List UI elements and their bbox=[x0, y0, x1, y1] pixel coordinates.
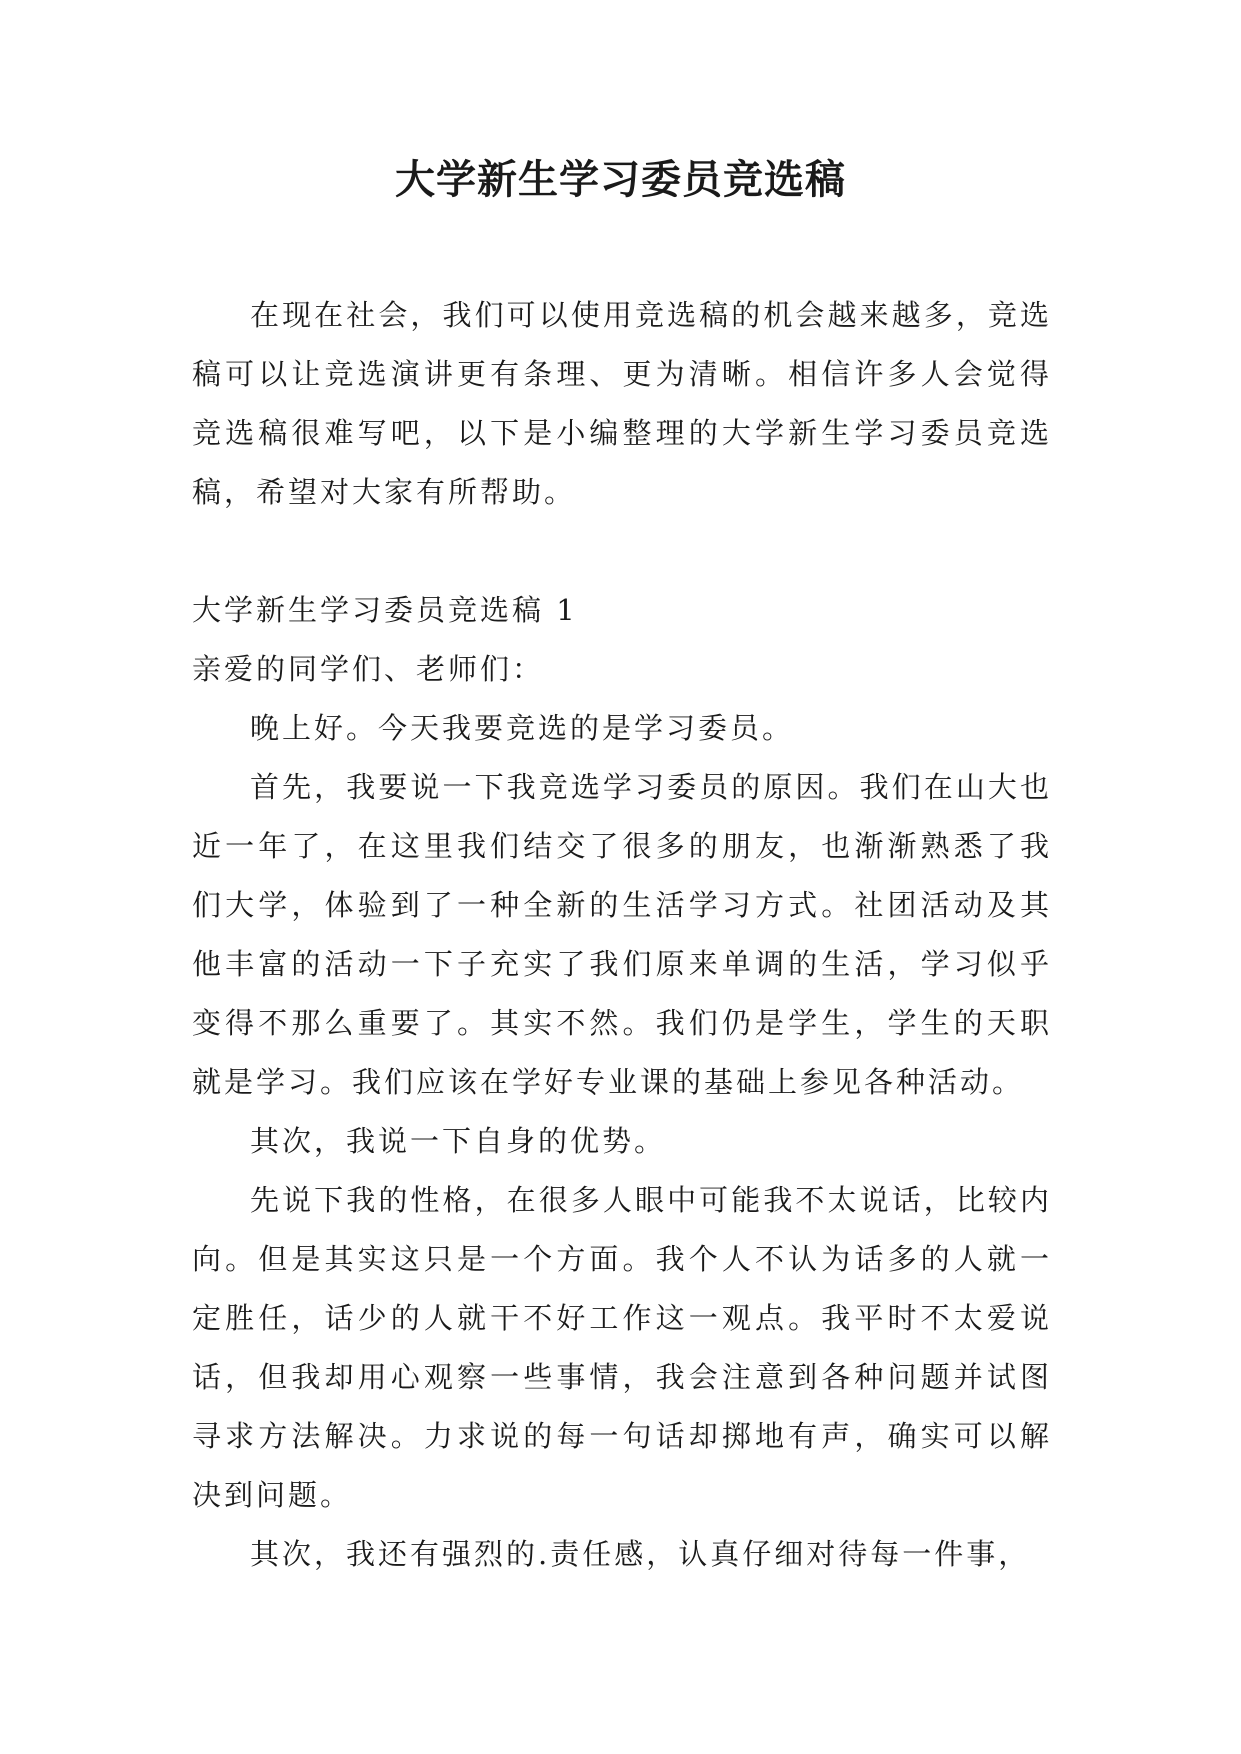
document-body bbox=[192, 286, 1052, 1584]
body-paragraph: 晚上好。今天我要竞选的是学习委员。 bbox=[250, 711, 795, 745]
intro-paragraph: 在现在社会，我们可以使用竞选稿的机会越来越多，竞选稿可以让竞选演讲更有条理、更为清晰。相信许多人会觉得竞选稿很难写吧，以下是小编整理的大学新生学习委员竞选稿，希望对大家有所帮助。 bbox=[192, 298, 1052, 509]
paragraph-gap bbox=[192, 522, 1052, 581]
body-paragraph: 先说下我的性格，在很多人眼中可能我不太说话，比较内向。但是其实这只是一个方面。我个人不认为话多的人就一定胜任，话少的人就干不好工作这一观点。我平时不太爱说话，但我却用心观察一些事情，我会注意到各种问题并试图寻求方法解决。力求说的每一句话却掷地有声，确实可以解决到问题。 bbox=[192, 1183, 1052, 1512]
body-paragraph: 其次，我说一下自身的优势。 bbox=[250, 1124, 667, 1158]
section-heading: 大学新生学习委员竞选稿 1 bbox=[192, 593, 578, 627]
document-title: 大学新生学习委员竞选稿 bbox=[395, 156, 846, 203]
body-paragraph: 首先，我要说一下我竞选学习委员的原因。我们在山大也近一年了，在这里我们结交了很多的朋友，也渐渐熟悉了我们大学，体验到了一种全新的生活学习方式。社团活动及其他丰富的活动一下子充实了我们原来单调的生活，学习似乎变得不那么重要了。其实不然。我们仍是学生，学生的天职就是学习。我们应该在学好专业课的基础上参见各种活动。 bbox=[192, 770, 1052, 1099]
salutation: 亲爱的同学们、老师们： bbox=[192, 652, 545, 686]
body-paragraph: 其次，我还有强烈的.责任感，认真仔细对待每一件事， bbox=[250, 1537, 1031, 1571]
